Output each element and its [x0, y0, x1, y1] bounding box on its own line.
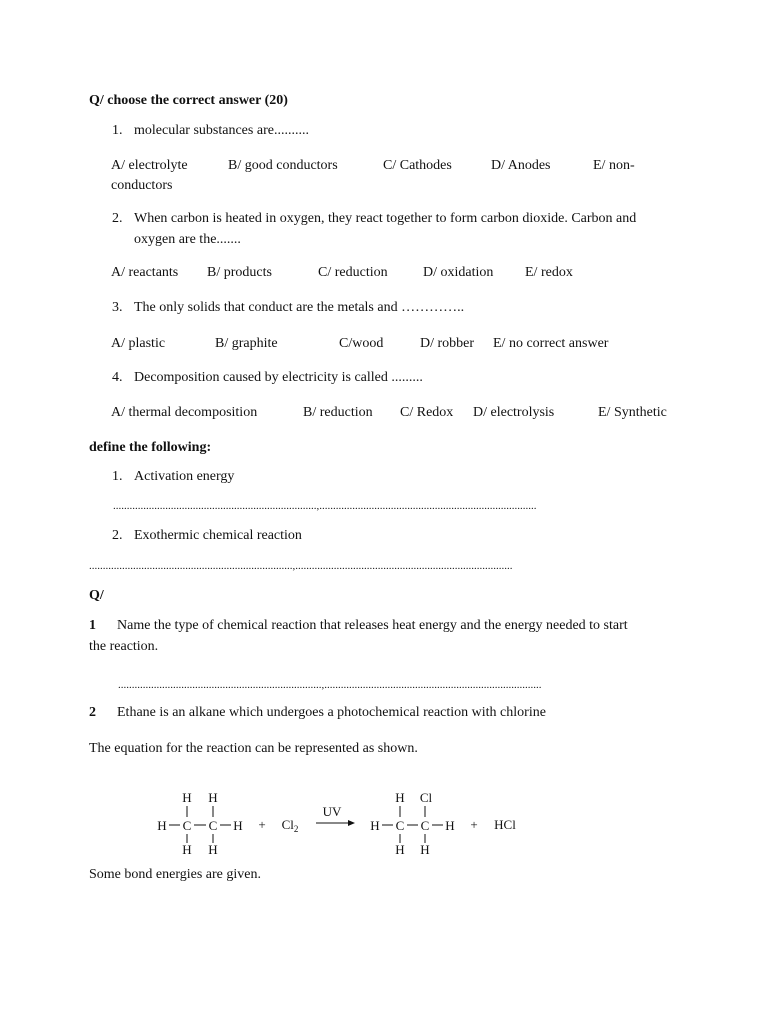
option: E/ redox: [525, 265, 573, 280]
question-number: 1.: [112, 123, 123, 138]
section-heading-choose: Q/ choose the correct answer (20): [89, 93, 288, 108]
atom-h: H: [445, 818, 455, 833]
item-text: Exothermic chemical reaction: [134, 528, 302, 543]
atom-h: H: [233, 818, 243, 833]
question-4: [112, 370, 423, 387]
atom-c: C: [395, 818, 405, 833]
answer-dotted-line: ..........................................................................,...............................................................................: [89, 560, 513, 572]
question-text: When carbon is heated in oxygen, they react together to form carbon dioxide. Carbon and: [134, 211, 637, 226]
item-number: 2.: [112, 528, 123, 543]
question-text: Ethane is an alkane which undergoes a photochemical reaction with chlorine: [117, 705, 546, 720]
atom-h: H: [395, 790, 405, 805]
option: E/ no correct answer: [493, 336, 609, 351]
item-number: 1.: [112, 469, 123, 484]
option: B/ graphite: [215, 336, 278, 351]
atom-h: H: [370, 818, 380, 833]
reaction-equation-diagram: [150, 785, 530, 865]
option: C/wood: [339, 336, 384, 351]
chlorine-molecule: [282, 817, 299, 834]
cl2-subscript: 2: [293, 824, 299, 834]
question-number: 4.: [112, 370, 123, 385]
atom-h: H: [395, 842, 405, 857]
atom-h: H: [420, 842, 430, 857]
option: B/ products: [207, 265, 272, 280]
question-number: 1: [89, 618, 96, 633]
define-item-1: [112, 469, 234, 486]
option: D/ Anodes: [491, 158, 551, 173]
option: C/ Redox: [400, 405, 454, 420]
question-2: [112, 211, 636, 228]
option: D/ oxidation: [423, 265, 494, 280]
answer-dotted-line: ..........................................................................,...............................................................................: [118, 679, 542, 691]
question-number: 3.: [112, 300, 123, 315]
option: A/ reactants: [111, 265, 179, 280]
define-item-2: [112, 528, 302, 545]
reaction-condition: UV: [322, 804, 342, 819]
option: A/ plastic: [111, 336, 166, 351]
atom-h: H: [182, 842, 192, 857]
question-text-continued: the reaction.: [89, 639, 159, 654]
option: D/ electrolysis: [473, 405, 555, 420]
question-ethane: [89, 705, 546, 722]
bond-energies-intro: Some bond energies are given.: [89, 867, 261, 882]
atom-c: C: [182, 818, 192, 833]
plus-sign: +: [258, 817, 266, 832]
question-text: molecular substances are..........: [134, 123, 309, 138]
atom-cl: Cl: [419, 790, 433, 805]
section-heading-define: define the following:: [89, 440, 212, 455]
option: A/ electrolyte: [111, 158, 188, 173]
section-heading-q: Q/: [89, 588, 104, 603]
option: E/ Synthetic: [598, 405, 667, 420]
option: B/ good conductors: [228, 158, 338, 173]
atom-h: H: [157, 818, 167, 833]
question-number: 2: [89, 705, 96, 720]
question-text: Decomposition caused by electricity is called .........: [134, 370, 423, 385]
hcl-molecule: HCl: [494, 817, 516, 832]
question-text: Name the type of chemical reaction that releases heat energy and the energy needed to start: [117, 618, 628, 633]
atom-c: C: [208, 818, 218, 833]
question-text-continued: oxygen are the.......: [134, 232, 241, 247]
atom-h: H: [208, 842, 218, 857]
question-3: [112, 300, 464, 317]
option: B/ reduction: [303, 405, 373, 420]
option: C/ reduction: [318, 265, 388, 280]
atom-h: H: [182, 790, 192, 805]
atom-c: C: [420, 818, 430, 833]
equation-intro: The equation for the reaction can be represented as shown.: [89, 741, 418, 756]
item-text: Activation energy: [134, 469, 235, 484]
option: A/ thermal decomposition: [111, 405, 258, 420]
option: E/ non-: [593, 158, 635, 173]
plus-sign: +: [470, 817, 478, 832]
answer-dotted-line: ..........................................................................,...............................................................................: [113, 500, 537, 512]
question-name-type: [89, 618, 628, 635]
question-1: [112, 123, 309, 140]
question-number: 2.: [112, 211, 123, 226]
cl2-symbol: Cl: [281, 817, 294, 832]
question-text: The only solids that conduct are the metals and …………..: [134, 300, 465, 315]
option: C/ Cathodes: [383, 158, 452, 173]
atom-h: H: [208, 790, 218, 805]
option-continuation: conductors: [111, 178, 173, 193]
option: D/ robber: [420, 336, 475, 351]
